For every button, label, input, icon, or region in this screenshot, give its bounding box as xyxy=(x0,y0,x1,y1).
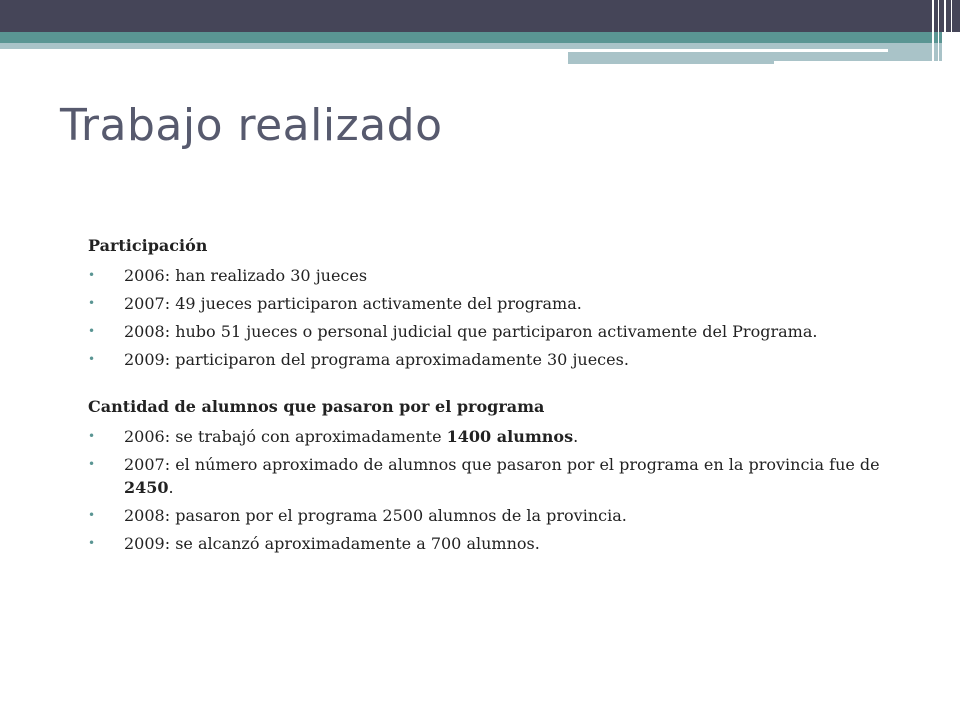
section-heading-alumnos: Cantidad de alumnos que pasaron por el programa xyxy=(88,397,545,416)
list-item: • 2008: hubo 51 jueces o personal judicial que participaron activamente del Programa. xyxy=(88,322,818,341)
bullet-icon: • xyxy=(88,296,96,310)
bullet-icon: • xyxy=(88,536,96,550)
bullet-icon: • xyxy=(88,268,96,282)
list-item: • 2006: se trabajó con aproximadamente 1400 alumnos. xyxy=(88,427,579,446)
bullet-icon: • xyxy=(88,352,96,366)
header-stripes xyxy=(928,0,960,64)
slide-title: Trabajo realizado xyxy=(60,100,443,151)
list-item: • 2009: se alcanzó aproximadamente a 700 alumnos. xyxy=(88,534,540,553)
section-heading-participacion: Participación xyxy=(88,236,208,255)
list-item: • 2007: el número aproximado de alumnos que pasaron por el programa en la provincia fue de 2450. xyxy=(88,455,880,497)
header-line xyxy=(568,49,888,52)
list-item: • 2009: participaron del programa aproximadamente 30 jueces. xyxy=(88,350,629,369)
header-line-lower xyxy=(774,61,944,64)
list-item: • 2008: pasaron por el programa 2500 alumnos de la provincia. xyxy=(88,506,627,525)
bullet-icon: • xyxy=(88,324,96,338)
header-bar-dark xyxy=(0,0,960,32)
list-item: • 2006: han realizado 30 jueces xyxy=(88,266,368,285)
participation-list xyxy=(88,264,888,371)
header-bar-teal xyxy=(0,32,942,43)
students-list xyxy=(88,425,888,555)
slide-body xyxy=(88,236,888,560)
header-bar-light xyxy=(0,43,568,49)
bullet-icon: • xyxy=(88,508,96,522)
bullet-icon: • xyxy=(88,429,96,443)
list-item: • 2007: 49 jueces participaron activamente del programa. xyxy=(88,294,582,313)
bullet-icon: • xyxy=(88,457,96,471)
